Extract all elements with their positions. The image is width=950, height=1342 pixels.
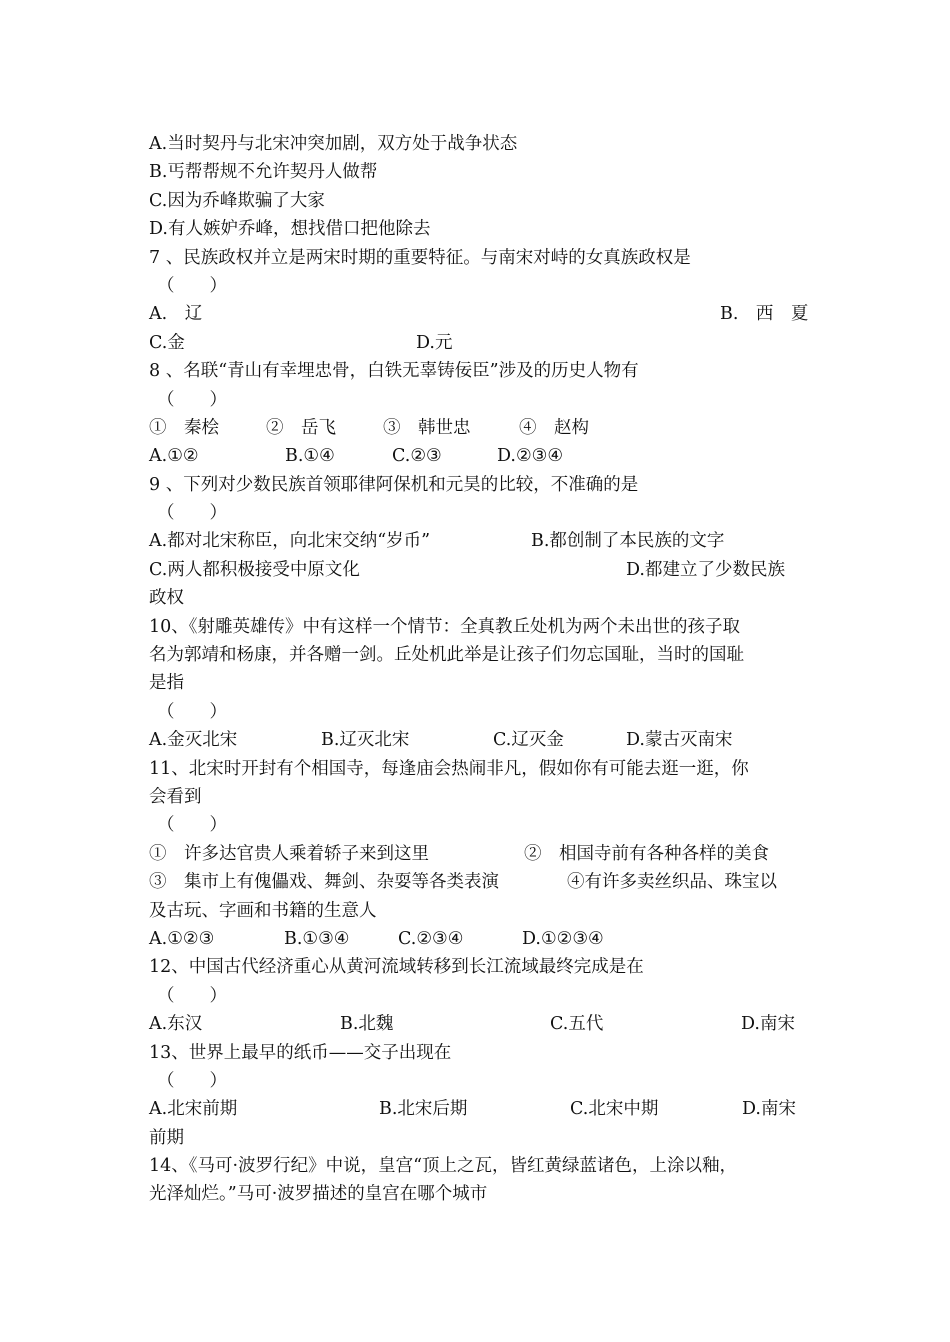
q13-option-a: A.北宋前期 [149,1099,238,1120]
q6-option-c: C.因为乔峰欺骗了大家 [149,190,325,211]
q12-answer-paren: （ ） [157,985,227,1006]
q11-option-a: A.①②③ [149,928,215,949]
q7-stem: 7 、民族政权并立是两宋时期的重要特征。与南宋对峙的女真族政权是 [149,247,691,268]
q6-option-d: D.有人嫉妒乔峰，想找借口把他除去 [149,219,431,240]
q13-answer-paren: （ ） [157,1070,227,1091]
q12-option-d: D.南宋 [741,1014,795,1035]
q9-answer-paren: （ ） [157,503,227,524]
q8-item-2: ② 岳飞 [266,417,336,438]
q9-option-b: B.都创制了本民族的文字 [531,531,725,552]
q9-stem: 9 、下列对少数民族首领耶律阿保机和元昊的比较，不准确的是 [149,474,639,495]
q11-options-row [149,925,804,953]
q6-option-b: B.丐帮帮规不允许契丹人做帮 [149,162,378,183]
q7-option-a: A. 辽 [149,304,203,325]
q11-item-2: ② 相国寺前有各种各样的美食 [524,843,769,864]
q11-item-4-continued: 及古玩、字画和书籍的生意人 [149,900,377,921]
q10-option-b: B.辽灭北宋 [321,730,410,751]
q11-item-1: ① 许多达官贵人乘着轿子来到这里 [149,843,429,864]
q8-answer-paren: （ ） [157,389,227,410]
q10-stem-line-2: 名为郭靖和杨康，并各赠一剑。丘处机此举是让孩子们勿忘国耻，当时的国耻 [149,645,744,666]
q8-stem: 8 、名联“青山有幸埋忠骨，白铁无辜铸佞臣”涉及的历史人物有 [149,361,639,382]
q12-options-row [149,1010,804,1038]
q7-option-b: B. 西 夏 [720,304,809,325]
q7-options-row-2 [149,329,804,357]
q8-item-4: ④ 赵构 [519,417,589,438]
q13-option-c: C.北宋中期 [570,1099,659,1120]
q10-option-a: A.金灭北宋 [149,730,238,751]
q8-item-1: ① 秦桧 [149,417,219,438]
q13-option-d: D.南宋 [742,1099,796,1120]
q12-option-c: C.五代 [550,1014,604,1035]
q8-options-row [149,442,804,470]
q7-options-row-1 [149,300,809,328]
q11-option-b: B.①③④ [284,928,350,949]
q13-option-d-continued: 前期 [149,1127,184,1148]
q10-stem-line-1: 10、《射雕英雄传》中有这样一个情节：全真教丘处机为两个未出世的孩子取 [149,616,741,637]
q13-options-row [149,1095,804,1123]
q6-option-a: A.当时契丹与北宋冲突加剧，双方处于战争状态 [149,134,518,154]
q10-options-row [149,726,804,754]
q11-stem-line-2: 会看到 [149,786,202,807]
q11-option-d: D.①②③④ [522,928,604,949]
q7-option-d: D.元 [416,332,453,353]
q10-answer-paren: （ ） [157,701,227,722]
q11-option-c: C.②③④ [398,928,464,949]
q13-stem: 13、世界上最早的纸币——交子出现在 [149,1042,452,1063]
q10-option-c: C.辽灭金 [493,730,564,751]
q14-stem-line-1: 14、《马可·波罗行纪》中说，皇宫“顶上之瓦，皆红黄绿蓝诸色，上涂以釉， [149,1156,738,1177]
q12-stem: 12、中国古代经济重心从黄河流域转移到长江流域最终完成是在 [149,957,644,978]
q12-option-b: B.北魏 [340,1014,394,1035]
q7-option-c: C.金 [149,332,185,353]
q11-answer-paren: （ ） [157,815,227,836]
q9-options-row-2 [149,556,804,584]
q9-options-row-1 [149,527,804,555]
q8-items-row [149,414,804,442]
q8-option-d: D.②③④ [497,446,564,467]
q9-option-a: A.都对北宋称臣，向北宋交纳“岁币” [149,531,431,552]
q11-stem-line-1: 11、北宋时开封有个相国寺，每逢庙会热闹非凡，假如你有可能去逛一逛，你 [149,758,749,779]
q8-item-3: ③ 韩世忠 [383,417,471,438]
q14-stem-line-2: 光泽灿烂。”马可·波罗描述的皇宫在哪个城市 [149,1184,488,1205]
q10-stem-line-3: 是指 [149,673,184,694]
q7-answer-paren: （ ） [157,275,227,296]
q8-option-a: A.①② [149,446,199,467]
question-sheet [149,130,809,1209]
q9-option-d-continued: 政权 [149,588,184,609]
q8-option-b: B.①④ [285,446,335,467]
q11-item-3: ③ 集市上有傀儡戏、舞剑、杂耍等各类表演 [149,872,499,893]
q9-option-d: D.都建立了少数民族 [626,559,785,580]
q13-option-b: B.北宋后期 [379,1099,468,1120]
q12-option-a: A.东汉 [149,1014,203,1035]
q10-option-d: D.蒙古灭南宋 [626,730,733,751]
q11-items-row-2 [149,868,804,896]
q9-option-c: C.两人都积极接受中原文化 [149,559,360,580]
q11-items-row-1 [149,840,804,868]
q11-item-4: ④有许多卖丝织品、珠宝以 [567,872,777,893]
q8-option-c: C.②③ [392,446,442,467]
